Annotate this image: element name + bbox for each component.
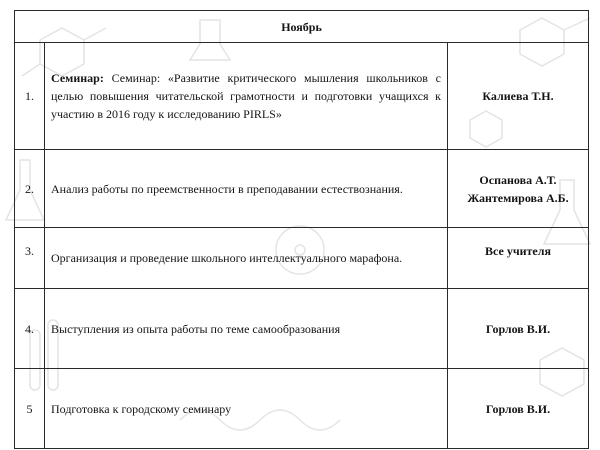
table-row [15,43,589,150]
table-row [15,289,589,369]
event-type-label: Семинар: [51,71,104,85]
month-header: Ноябрь [15,11,589,43]
responsible-person: Оспанова А.Т. Жантемирова А.Б. [448,150,589,228]
responsible-person: Калиева Т.Н. [448,43,589,150]
row-number: 3. [15,228,45,289]
event-description [45,369,448,449]
row-number: 2. [15,150,45,228]
event-title: Выступления из опыта работы по теме самообразования [51,321,341,336]
event-title: Организация и проведение школьного интеллектуального марафона. [51,251,403,265]
table-row [15,369,589,449]
event-description [45,289,448,369]
event-title: Семинар: «Развитие критического мышления школьников с целью повышения читательской грамотности и подготовки учащихся к участию в 2016 году к исследованию PIRLS» [51,71,441,121]
event-description [45,43,448,150]
event-description [45,228,448,289]
plan-table [14,10,589,449]
responsible-person: Горлов В.И. [448,369,589,449]
responsible-person: Горлов В.И. [448,289,589,369]
event-title: Анализ работы по преемственности в преподавании естествознания. [51,181,403,196]
event-description [45,150,448,228]
responsible-person: Все учителя [448,228,589,289]
table-row [15,150,589,228]
table-header-row [15,11,589,43]
table-row [15,228,589,289]
row-number: 5 [15,369,45,449]
event-title: Подготовка к городскому семинару [51,401,232,416]
row-number: 4. [15,289,45,369]
row-number: 1. [15,43,45,150]
